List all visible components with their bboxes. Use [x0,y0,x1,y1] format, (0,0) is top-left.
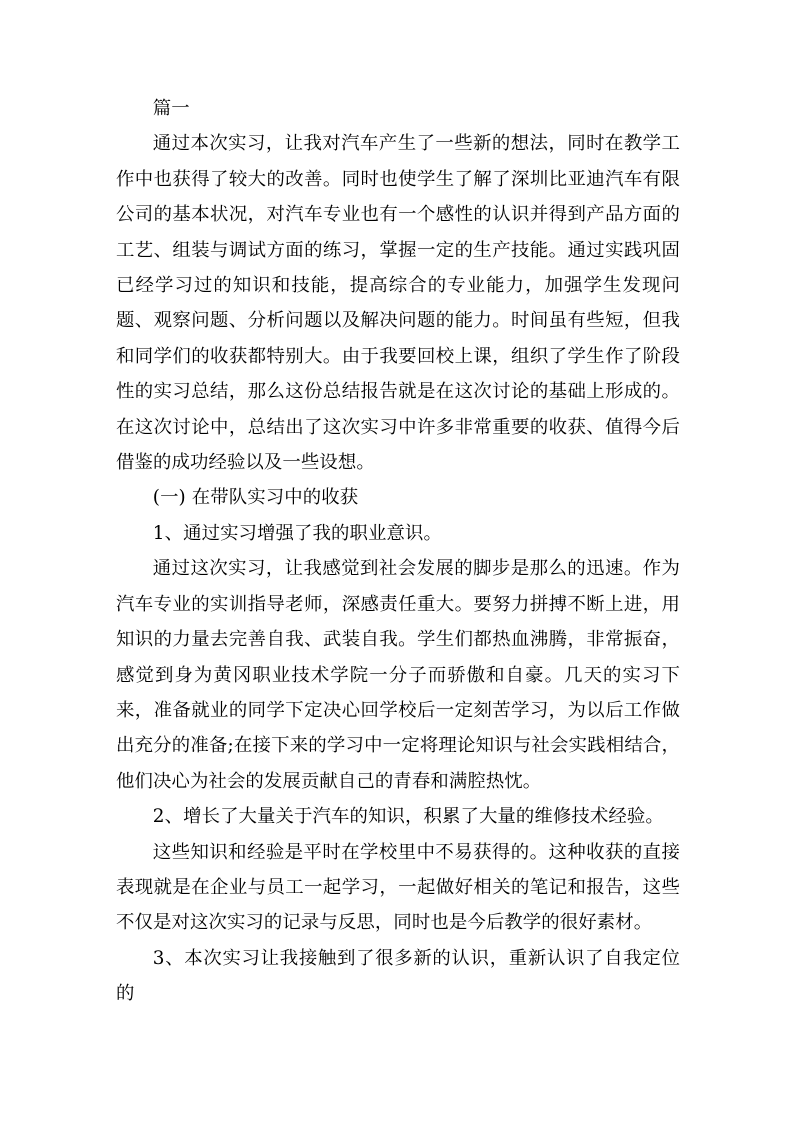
document-heading: 篇一 [152,98,190,119]
point-1-body: 通过这次实习，让我感觉到社会发展的脚步是那么的迅速。作为汽车专业的实训指导老师，深感责任重大。要努力拼搏不断上进，用知识的力量去完善自我、武装自我。学生们都热血沸腾，非常振奋，感觉到身为黄冈职业技术学院一分子而骄傲和自豪。几天的实习下来，准备就业的同学下定决心回学校后一定刻苦学习，为以后工作做出充分的准备;在接下来的学习中一定将理论知识与社会实践相结合，他们决心为社会的发展贡献自己的青春和满腔热忱。 [116,558,680,792]
paragraph-intro: 通过本次实习，让我对汽车产生了一些新的想法，同时在教学工作中也获得了较大的改善。同时也使学生了解了深圳比亚迪汽车有限公司的基本状况，对汽车专业也有一个感性的认识并得到产品方面的工艺、组装与调试方面的练习，掌握一定的生产技能。通过实践巩固已经学习过的知识和技能，提高综合的专业能力，加强学生发现问题、观察问题、分析问题以及解决问题的能力。时间虽有些短，但我和同学们的收获都特别大。由于我要回校上课，组织了学生作了阶段性的实习总结，那么这份总结报告就是在这次讨论的基础上形成的。在这次讨论中，总结出了这次实习中许多非常重要的收获、值得今后借鉴的成功经验以及一些设想。 [116,133,680,474]
point-2-title: 2、增长了大量关于汽车的知识，积累了大量的维修技术经验。 [152,806,664,828]
point-2-body: 这些知识和经验是平时在学校里中不易获得的。这种收获的直接表现就是在企业与员工一起学习，一起做好相关的笔记和报告，这些不仅是对这次实习的记录与反思，同时也是今后教学的很好素材。 [116,841,680,934]
point-3-title: 3、本次实习让我接触到了很多新的认识，重新认识了自我定位的 [116,947,680,1005]
section-title: (一) 在带队实习中的收获 [152,487,359,509]
document-page [116,91,680,1012]
point-1-title: 1、通过实习增强了我的职业意识。 [152,522,442,544]
